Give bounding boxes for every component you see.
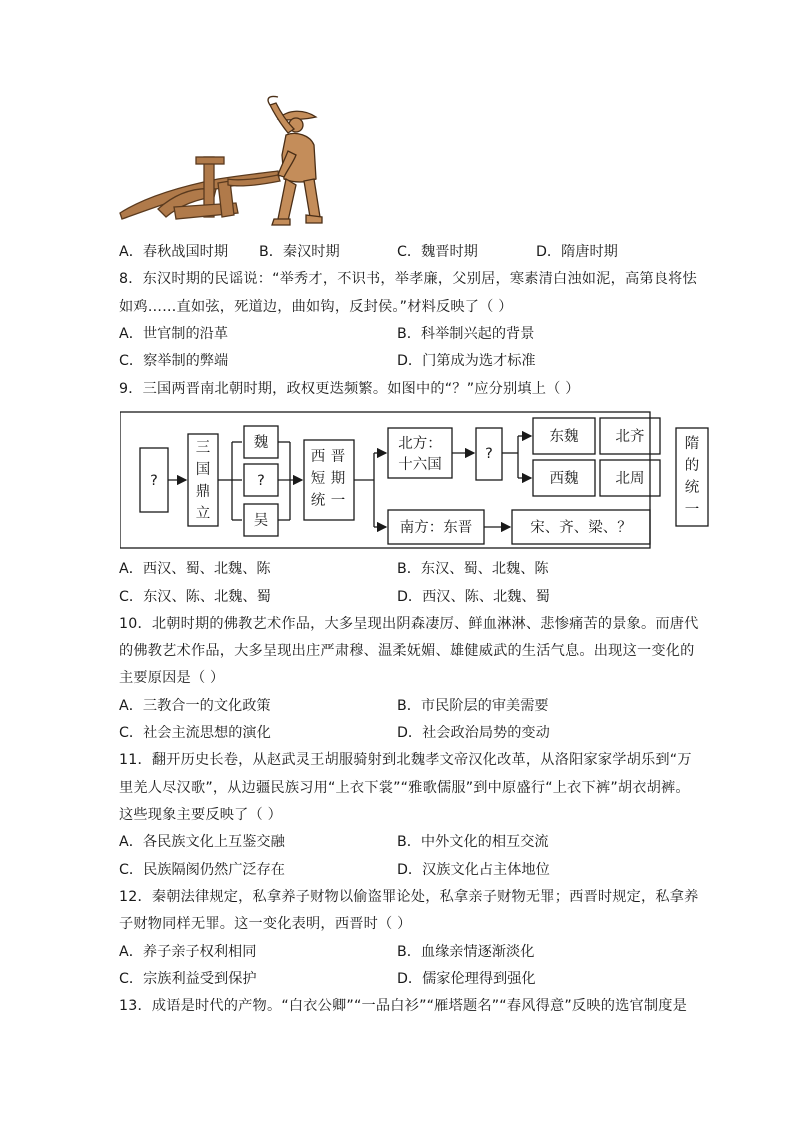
flow-beiqi: 北齐	[615, 429, 645, 445]
q10-stem-line-2: 的佛教艺术作品，大多呈现出庄严肃穆、温柔妩媚、雄健威武的生活气息。出现这一变化的	[119, 643, 695, 659]
q10-option-d: D．社会政治局势的变动	[397, 725, 550, 741]
q11-option-b: B．中外文化的相互交流	[397, 834, 549, 850]
q10-option-c: C．社会主流思想的演化	[119, 725, 271, 741]
flow-sanguo-4: 立	[195, 506, 211, 522]
flow-sui-2: 的	[684, 458, 700, 474]
flow-southern-dynasties: 宋、齐、梁、？	[530, 520, 632, 536]
q11-option-d: D．汉族文化占主体地位	[397, 862, 550, 878]
flow-south: 南方：东晋	[399, 520, 473, 536]
flow-wu: 吴	[253, 513, 269, 529]
q12-option-d: D．儒家伦理得到强化	[397, 971, 536, 987]
flow-sanguo-3: 鼎	[195, 484, 211, 500]
q7-option-a: A．春秋战国时期	[119, 244, 229, 260]
flow-xijin-1: 西	[310, 449, 326, 465]
q8-option-d: D．门第成为选才标准	[397, 353, 536, 369]
plowing-farmer-illustration	[118, 95, 324, 231]
q8-stem-line-2: 如鸡……直如弦，死道边，曲如钩，反封侯。”材料反映了（ ）	[119, 299, 513, 315]
q7-option-c: C．魏晋时期	[397, 244, 478, 260]
q10-stem-line-1: 10．北朝时期的佛教艺术作品，大多呈现出阴森凄厉、鲜血淋淋、悲惨痛苦的景象。而唐代	[119, 616, 699, 632]
q13-stem-line-1: 13．成语是时代的产物。“白衣公卿”“一品白衫”“雁塔题名”“春风得意”反映的选官制度是	[119, 998, 688, 1014]
q8-stem-line-1: 8．东汉时期的民谣说：“举秀才，不识书，举孝廉，父别居，寒素清白浊如泥，高第良将怯	[119, 271, 697, 287]
dynasty-flow-diagram	[120, 408, 710, 553]
flow-start-question: ?	[150, 473, 158, 489]
q8-option-c: C．察举制的弊端	[119, 353, 229, 369]
flow-xijin-5: 统	[310, 493, 326, 509]
flow-sanguo-1: 三	[195, 440, 211, 456]
q9-option-c: C．东汉、陈、北魏、蜀	[119, 589, 271, 605]
q9-option-b: B．东汉、蜀、北魏、陈	[397, 561, 549, 577]
flow-sanguo-2: 国	[195, 462, 211, 478]
q7-option-b: B．秦汉时期	[259, 244, 340, 260]
q9-option-d: D．西汉、陈、北魏、蜀	[397, 589, 550, 605]
q12-option-a: A．养子亲子权利相同	[119, 944, 257, 960]
flow-beizhou: 北周	[615, 471, 645, 487]
q11-stem-line-3: 这些现象主要反映了（ ）	[119, 807, 282, 823]
flow-xiwei: 西魏	[549, 471, 579, 487]
q8-option-b: B．科举制兴起的背景	[397, 326, 535, 342]
q7-option-d: D．隋唐时期	[536, 244, 618, 260]
q12-stem-line-1: 12．秦朝法律规定，私拿养子财物以偷盗罪论处，私拿亲子财物无罪；西晋时规定，私拿养	[119, 889, 699, 905]
q9-option-a: A．西汉、蜀、北魏、陈	[119, 561, 271, 577]
flow-dongwei: 东魏	[549, 429, 579, 445]
q11-stem-line-1: 11．翻开历史长卷，从赵武灵王胡服骑射到北魏孝文帝汉化改革，从洛阳家家学胡乐到“万	[119, 752, 692, 768]
q10-option-b: B．市民阶层的审美需要	[397, 698, 549, 714]
q12-option-b: B．血缘亲情逐渐淡化	[397, 944, 535, 960]
flow-xijin-3: 短	[310, 471, 326, 487]
q10-stem-line-3: 主要原因是（ ）	[119, 670, 225, 686]
q9-stem-line-1: 9．三国两晋南北朝时期，政权更迭频繁。如图中的“？”应分别填上（ ）	[119, 381, 580, 397]
q11-option-a: A．各民族文化上互鉴交融	[119, 834, 285, 850]
flow-xijin-2: 晋	[330, 449, 346, 465]
flow-xijin-6: 一	[330, 493, 346, 509]
q11-stem-line-2: 里羌人尽汉歌”，从边疆民族习用“上衣下裳”“雅歌儒服”到中原盛行“上衣下裤”胡衣胡裤。	[119, 780, 690, 796]
flow-north-question: ?	[485, 446, 493, 462]
flow-wei: 魏	[253, 435, 269, 451]
q10-option-a: A．三教合一的文化政策	[119, 698, 271, 714]
flow-north-1: 北方：	[398, 436, 442, 452]
flow-sui-4: 一	[684, 502, 700, 518]
flow-mid-question: ?	[257, 473, 265, 489]
flow-sui-1: 隋	[684, 436, 700, 452]
q12-option-c: C．宗族利益受到保护	[119, 971, 257, 987]
q11-option-c: C．民族隔阂仍然广泛存在	[119, 862, 285, 878]
flow-xijin-4: 期	[330, 471, 346, 487]
flow-sui-3: 统	[684, 480, 700, 496]
flow-north-2: 十六国	[398, 457, 442, 473]
q8-option-a: A．世官制的沿革	[119, 326, 229, 342]
q12-stem-line-2: 子财物同样无罪。这一变化表明，西晋时（ ）	[119, 916, 412, 932]
